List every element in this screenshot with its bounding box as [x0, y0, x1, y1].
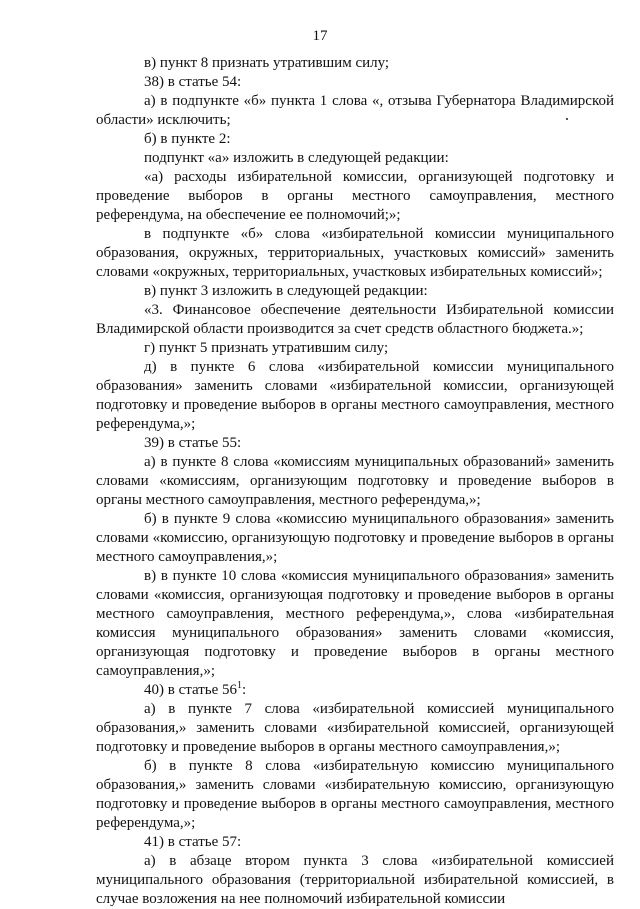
- paragraph: в) пункт 3 изложить в следующей редакции:: [144, 283, 428, 299]
- paragraph: б) в пункте 2:: [144, 131, 231, 147]
- paragraph: «а) расходы избирательной комиссии, организующей подготовку и проведение выборов в органы местного самоуправления, местного референдума, на обеспечение ее полномочий;»;: [96, 169, 614, 223]
- paragraph: а) в пункте 8 слова «комиссиям муниципальных образований» заменить словами «комиссиям, организующим подготовку и проведение выборов в органы местного самоуправления, местного референдума,»;: [96, 454, 614, 508]
- paragraph: «3. Финансовое обеспечение деятельности Избирательной комиссии Владимирской области производится за счет средств областного бюджета.»;: [96, 302, 614, 337]
- paragraph-article-56: [96, 681, 614, 700]
- paragraph: б) в пункте 9 слова «комиссию муниципального образования» заменить словами «комиссию, организующую подготовку и проведение выборов в органы местного самоуправления,»;: [96, 511, 614, 565]
- paragraph: в) в пункте 10 слова «комиссия муниципального образования» заменить словами «комиссия, организующая подготовку и проведение выборов в органы местного самоуправления, местного референдума,», слова «избирательная комиссия муниципального образования» заменить словами «комиссия, организующая подготовку и проведение выборов в органы местного самоуправления,»;: [96, 568, 614, 679]
- article-56-text: 40) в статье 56: [144, 682, 238, 698]
- paragraph: в подпункте «б» слова «избирательной комиссии муниципального образования, окружных, территориальных, участковых комиссий» заменить словами «окружных, территориальных, участковых избирательных комиссий»;: [96, 226, 614, 280]
- paragraph: 39) в статье 55:: [144, 435, 242, 451]
- paragraph: 41) в статье 57:: [144, 834, 242, 850]
- paragraph: д) в пункте 6 слова «избирательной комиссии муниципального образования» заменить словами «избирательной комиссии, организующей подготовку и проведение выборов в органы местного самоуправления, местного референдума,»;: [96, 359, 614, 432]
- paragraph: в) пункт 8 признать утратившим силу;: [144, 55, 390, 71]
- paragraph: а) в пункте 7 слова «избирательной комиссией муниципального образования,» заменить словами «избирательной комиссией, организующей подготовку и проведение выборов в органы местного самоуправления,»;: [96, 701, 614, 755]
- paragraph: подпункт «а» изложить в следующей редакции:: [144, 150, 449, 166]
- paragraph: а) в подпункте «б» пункта 1 слова «, отзыва Губернатора Владимирской области» исключить;: [96, 93, 614, 128]
- paragraph: г) пункт 5 признать утратившим силу;: [144, 340, 389, 356]
- article-56-superscript: 1: [237, 680, 243, 691]
- paragraph: а) в абзаце втором пункта 3 слова «избирательной комиссией муниципального образования (территориальной избирательной комиссией, в случае возложения на нее полномочий избирательной комиссии: [96, 853, 614, 907]
- paragraph: 38) в статье 54:: [144, 74, 242, 90]
- article-56-suffix: :: [242, 682, 247, 698]
- page-number: 17: [312, 28, 328, 44]
- document-body: [96, 54, 614, 909]
- paragraph: б) в пункте 8 слова «избирательную комиссию муниципального образования,» заменить словами «избирательную комиссию, организующую подготовку и проведение выборов в органы местного самоуправления, местного референдума,»;: [96, 758, 614, 831]
